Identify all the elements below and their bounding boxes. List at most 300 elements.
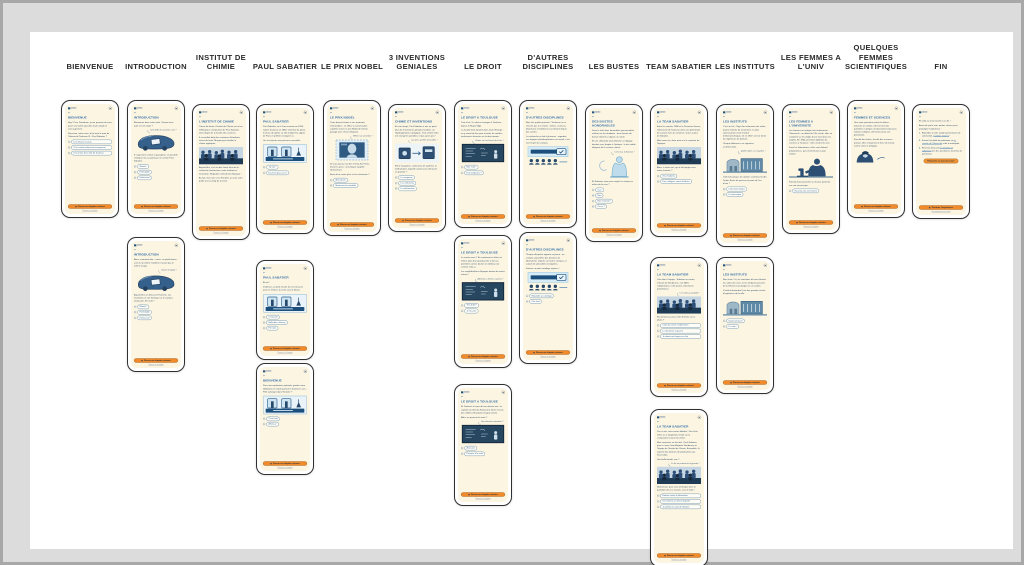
reply-option[interactable] (657, 179, 701, 183)
reply-arrow-icon: ▸ (68, 140, 70, 143)
menu-icon[interactable] (175, 107, 178, 110)
reply-options (134, 164, 178, 181)
next-chapter-button[interactable]: Passer au chapitre suivant (134, 204, 178, 208)
phone-screen[interactable] (454, 100, 512, 228)
next-chapter-button[interactable]: Passer au chapitre suivant (68, 204, 112, 208)
reply-option[interactable] (68, 140, 112, 144)
reply-option[interactable] (723, 319, 767, 323)
reply-option[interactable] (263, 417, 307, 421)
reply-pill[interactable]: J'y vais ! (266, 165, 278, 169)
cta-dot-icon (929, 207, 930, 208)
reply-option[interactable] (657, 499, 701, 503)
reply-options (263, 165, 307, 176)
footer-note: Revoir ce chapitre (277, 225, 293, 228)
cta-dot-icon (75, 206, 76, 207)
next-chapter-button[interactable]: Terminer l'expérience (919, 205, 963, 209)
list-item: 1. Répondez à notre rapide questionnaire de satisfaction, 5 petites minutes ! (919, 131, 961, 138)
cta-dot-icon (533, 352, 534, 353)
reply-option[interactable] (461, 165, 505, 169)
back-icon[interactable]: ↩ (592, 115, 595, 119)
column-header: INTRODUCTION (125, 62, 187, 72)
reply-option[interactable] (395, 181, 439, 185)
back-icon[interactable]: ↩ (526, 111, 529, 115)
next-chapter-button[interactable]: Passer au chapitre suivant (263, 461, 307, 465)
footer-note: Revoir ce chapitre (803, 225, 819, 228)
phone-screen[interactable] (192, 104, 250, 240)
reply-pill[interactable]: Où ça ? (595, 204, 606, 208)
menu-icon[interactable] (502, 107, 505, 110)
reply-option[interactable] (526, 294, 570, 298)
column-header: FIN (934, 62, 948, 72)
reply-pill[interactable]: Les carburants (398, 181, 416, 185)
footer-note: Revoir ce chapitre (737, 238, 753, 241)
body-text-after-image: Il s'agit d'une voiture à gazogène, un procédé chimique mis au point par un certain Paul Sabatier. (133, 153, 178, 163)
reply-option[interactable] (263, 171, 307, 175)
board-illustration (461, 425, 505, 444)
body-text: Pour une exploration optimale, gardez votre téléphone en mode portrait et montez le son. Prêt à plonger dans l'histoire ? (262, 384, 306, 394)
reply-option[interactable] (723, 324, 767, 328)
phone-screen[interactable] (454, 384, 512, 506)
inline-link[interactable]: le compte de l'Université (921, 139, 956, 145)
reply-pill[interactable]: Passons à la suite (464, 452, 485, 456)
next-chapter-button[interactable]: Passer au chapitre suivant (526, 350, 570, 354)
next-chapter-button[interactable]: Passer au chapitre suivant (461, 214, 505, 218)
screen-title: LES INSTITUTS (723, 272, 747, 277)
flow-column-14 (908, 32, 974, 549)
screen-title: LE PRIX NOBEL (329, 115, 355, 120)
university-logo-icon (134, 244, 142, 246)
numbered-list (919, 132, 963, 157)
back-icon[interactable]: ↩ (394, 115, 398, 119)
screen-title: LA TEAM SABATIER (657, 272, 689, 277)
reply-option[interactable] (461, 452, 505, 456)
flow-column-12 (778, 32, 844, 549)
reply-pill[interactable]: D'un maire de la ville de Toulouse (71, 151, 112, 155)
cta-dot-icon (270, 222, 271, 223)
reply-option[interactable] (134, 164, 178, 168)
next-chapter-button[interactable]: Passer au chapitre suivant (199, 226, 243, 230)
back-icon[interactable]: ↩ (198, 115, 202, 119)
reply-arrow-icon: ▸ (263, 316, 265, 319)
back-icon[interactable]: ↩ (262, 271, 266, 275)
phone-screen[interactable] (127, 237, 185, 372)
reply-pill[interactable]: Avec joie (464, 446, 477, 450)
next-chapter-button[interactable]: Passer au chapitre suivant (592, 228, 636, 232)
back-icon[interactable]: ↩ (789, 115, 792, 119)
menu-icon[interactable] (698, 416, 701, 419)
reply-option[interactable] (134, 310, 178, 314)
phone-screen[interactable] (519, 232, 577, 364)
reply-option[interactable] (330, 183, 374, 187)
body-text: Et oui ! D'ailleurs, un petit musée lui est consacré juste ici. Entrez, la visite vaut le détour. (262, 281, 303, 292)
menu-icon[interactable] (895, 107, 898, 110)
body-text: Pas si vite, nous avons débattu ! Dès la fin 1912, on a longtemps hésité sur la composition exacte du cliché. Mais revenons au fait réel : Paul Sabatier pose ici avec Jean-Baptiste Senderens et l'équipe de l'Institut de Chimie. Ensemble, ils signent des dizaines de publications qui feront date. Une belle bande, non ? (657, 430, 700, 461)
next-chapter-button[interactable]: Passer au chapitre suivant (395, 218, 439, 222)
reply-pill[interactable]: Je t'écoute (464, 309, 478, 313)
reply-option[interactable] (395, 175, 439, 179)
speech-bubble: Suivez le guide ! (161, 268, 177, 272)
reply-pill[interactable]: La méthanation (398, 186, 416, 190)
reply-pill[interactable]: Waouh ! (137, 305, 149, 309)
menu-icon[interactable] (764, 264, 767, 267)
column-header: BIENVENUE (66, 62, 114, 72)
phone-screen[interactable] (388, 104, 446, 232)
reply-pill[interactable]: Répondre au sondage (529, 294, 553, 298)
building-illustration (723, 297, 767, 317)
reply-option[interactable] (592, 204, 636, 208)
reply-option[interactable] (461, 446, 505, 450)
reply-option[interactable] (723, 187, 767, 191)
reply-option[interactable] (263, 315, 307, 319)
reply-arrow-icon: ▸ (134, 165, 136, 168)
reply-arrow-icon: ▸ (263, 166, 265, 169)
questionnaire-button[interactable]: Répondre au questionnaire (924, 159, 959, 164)
reply-pill[interactable]: Je donne ma langue au chat (660, 334, 701, 338)
reply-pill[interactable]: Des collègues venus d'ailleurs (660, 179, 692, 183)
body-text: Paul Sabatier, né à Carcassonne en 1854, rejoint Toulouse en 1882. Chimiste de génie, il refuse de quitter sa ville malgré les appels de Paris et préfère enseigner ici. On va retracer son parcours ensemble. (262, 125, 306, 142)
column-header: LES INSTITUTS (714, 62, 775, 72)
reply-option[interactable] (723, 192, 767, 196)
next-chapter-button[interactable]: Passer au chapitre suivant (657, 223, 701, 227)
screen-title: INTRODUCTION (133, 252, 159, 257)
back-icon[interactable]: ↩ (262, 115, 266, 119)
flow-column-9 (581, 32, 647, 549)
university-logo-icon (199, 111, 207, 113)
reply-arrow-icon: ▸ (657, 505, 659, 508)
reply-pill[interactable]: En route (266, 326, 278, 330)
reply-pill[interactable]: Un moment, je relis la légende (660, 499, 701, 503)
reply-arrow-icon: ▸ (723, 193, 725, 196)
body-text-after-image: Aujourd'hui, on découvre l'homme, ses inventions et son héritage sur le campus toulousain. En route ! (133, 293, 173, 303)
speech-bubble: Attention à l'interro surprise ! (477, 277, 504, 280)
next-chapter-button[interactable]: Passer au chapitre suivant (263, 220, 307, 224)
reply-pill[interactable]: Celui du centre, évidemment (660, 323, 701, 327)
reply-pill[interactable]: Formidable (137, 170, 151, 174)
reply-option[interactable] (330, 178, 374, 182)
reply-pill[interactable]: Ses étudiants (660, 174, 677, 178)
reply-pill[interactable]: Très drôle ! (464, 303, 479, 307)
phone-screen[interactable] (585, 104, 643, 242)
chat-screen (458, 388, 508, 502)
screen-title: LA TEAM SABATIER (657, 424, 689, 429)
reply-option[interactable] (657, 334, 701, 338)
reply-arrow-icon: ▸ (330, 184, 332, 187)
reply-pill[interactable]: Intéressant (137, 176, 151, 180)
reply-pill[interactable]: Montre-moi la médaille (333, 183, 358, 187)
speech-bubble: Retour sur les bancs de la fac ! (475, 139, 504, 142)
menu-icon[interactable] (830, 111, 833, 114)
next-chapter-button[interactable]: Passer au chapitre suivant (134, 358, 178, 362)
back-icon[interactable]: ↩ (262, 374, 266, 378)
column-header: LES FEMMES A L'UNIV (780, 52, 842, 72)
reply-option[interactable] (263, 326, 307, 330)
menu-icon[interactable] (633, 111, 636, 114)
chat-screen (720, 108, 770, 243)
menu-icon[interactable] (304, 370, 307, 373)
reply-pill[interactable]: Bien entendu ! (595, 199, 612, 203)
back-icon[interactable]: ↩ (657, 420, 660, 424)
back-icon[interactable]: ↩ (460, 395, 464, 399)
footer-note: Revoir ce chapitre (737, 385, 753, 388)
next-chapter-button[interactable]: Passer au chapitre suivant (461, 354, 505, 358)
next-chapter-button[interactable]: Passer au chapitre suivant (723, 233, 767, 237)
reply-pill[interactable]: Waouh ! (137, 164, 149, 168)
phone-screen[interactable] (650, 257, 708, 397)
university-logo-icon (789, 111, 797, 113)
phone-screen[interactable] (256, 104, 314, 234)
back-icon[interactable]: ↩ (919, 115, 922, 119)
reply-arrow-icon: ▸ (526, 294, 528, 297)
reply-option[interactable] (134, 176, 178, 180)
body-text-after-image: Entre margarine, carburants de synthèse et méthanation, laquelle voulez-vous découvrir en premier ? (394, 164, 438, 174)
reply-pill[interactable]: D'un savant toulousain récompensé (71, 145, 112, 149)
menu-icon[interactable] (764, 111, 767, 114)
screen-title: LE DROIT A TOULOUSE (460, 399, 498, 404)
footer-note: Revoir ce chapitre (671, 388, 687, 391)
reply-option[interactable] (134, 170, 178, 174)
speech-bubble: Une dernière anecdote ? (480, 420, 504, 423)
body-text: Entre les années 1880 et la Première Guerre, l'Université de Toulouse attire une génération de savants hors du commun, réunis autour de Sabatier. Mais avant ça, deux mots sur le contexte de l'époque. (657, 125, 701, 145)
reply-pill[interactable]: Je préfère la suite de l'histoire (660, 505, 701, 509)
reply-pill[interactable]: C'est parti (266, 315, 279, 319)
cta-dot-icon (141, 206, 142, 207)
cta-dot-icon (270, 348, 271, 349)
menu-icon[interactable] (304, 267, 307, 270)
reply-option[interactable] (657, 505, 701, 509)
reply-arrow-icon: ▸ (592, 188, 594, 191)
footer-note: Revoir ce chapitre (148, 209, 164, 212)
back-icon[interactable]: ↩ (133, 248, 137, 252)
reply-option[interactable] (263, 165, 307, 169)
column-header: 3 INVENTIONS GENIALES (388, 52, 446, 72)
cta-dot-icon (664, 385, 665, 386)
next-chapter-button[interactable]: Passer au chapitre suivant (526, 214, 570, 218)
body-text: Trésor de durée, l'Institut de Chimie est né en 1906 grâce à l'impulsion de Paul Sabatier, alors doyen de la faculté des sciences. Il accueillait déjà des centaines d'étudiants venus de toute l'Europe pour étudier la chimie appliquée. (198, 125, 243, 145)
reply-pill[interactable]: Le deuxième à gauche (660, 329, 701, 333)
body-text: C'est un fait : l'âge d'or toulousain voit naître quatre instituts de renommée. Le plus spectaculaire reste l'institut d'électrotechnique, né en 1907, où l'on forme les ingénieurs de demain. Chaque bâtiment a sa signature architecturale. (723, 125, 767, 148)
reply-arrow-icon: ▸ (789, 189, 791, 192)
reply-pill[interactable]: Impressionnant (726, 319, 744, 323)
reply-arrow-icon: ▸ (461, 166, 463, 169)
cta-dot-icon (664, 225, 665, 226)
phone-screen[interactable] (519, 100, 577, 228)
back-icon[interactable]: ↩ (67, 111, 71, 115)
footer-note: Revoir ce chapitre (344, 227, 360, 230)
reply-option[interactable] (263, 320, 307, 324)
inline-link[interactable]: les archives et collections (921, 146, 953, 153)
reply-pill[interactable]: Oui ! (595, 188, 604, 192)
chat-screen (260, 367, 310, 471)
flow-column-8 (515, 32, 581, 549)
body-text: Et Toulouse n'a pas dit son dernier mot : la capitale du droit du Sud-Ouest forme encore des milliers d'étudiants chaque année. Allez, on poursuit la visite ? (460, 405, 504, 419)
reply-option[interactable] (68, 145, 112, 149)
screen-title: FEMMES ET SCIENCES (854, 115, 891, 120)
reply-pill[interactable]: C'est noté (266, 417, 279, 421)
menu-icon[interactable] (567, 107, 570, 110)
footer-note: Revoir ce chapitre (475, 219, 491, 222)
reply-options (395, 175, 439, 192)
reply-arrow-icon: ▸ (657, 500, 659, 503)
phone-screen[interactable] (912, 104, 970, 219)
phone-screen[interactable] (61, 100, 119, 218)
reply-pill[interactable]: Non (595, 193, 603, 197)
university-logo-icon (657, 264, 665, 266)
inline-link[interactable]: 5 petites minutes (933, 134, 949, 138)
chat-screen (654, 108, 704, 233)
university-logo-icon (461, 242, 469, 244)
reply-pill[interactable]: La margarine (398, 175, 414, 179)
screen-title: INTRODUCTION (133, 115, 159, 120)
reply-option[interactable] (395, 186, 439, 190)
back-icon[interactable]: ↩ (460, 246, 464, 250)
reply-option[interactable] (461, 171, 505, 175)
university-logo-icon (395, 111, 403, 113)
reply-pill[interactable]: La mécanique (726, 192, 743, 196)
back-icon[interactable]: ↩ (657, 268, 660, 272)
menu-icon[interactable] (502, 391, 505, 394)
reply-pill[interactable]: Et la médecine ? (464, 171, 483, 175)
back-icon[interactable]: ↩ (854, 111, 857, 115)
back-icon[interactable]: ↩ (657, 115, 660, 119)
reply-pill[interactable]: Dis-m'en plus sur lui (266, 171, 289, 175)
building-illustration (723, 154, 767, 174)
reply-option[interactable] (263, 422, 307, 426)
back-icon[interactable]: ↩ (723, 268, 726, 272)
next-chapter-button[interactable]: Passer au chapitre suivant (330, 222, 374, 226)
chat-screen (260, 108, 310, 230)
reply-option[interactable] (657, 329, 701, 333)
reply-pill[interactable]: La suite ! (726, 324, 739, 328)
university-logo-icon (461, 391, 469, 393)
phone-screen[interactable] (650, 104, 708, 237)
menu-icon[interactable] (304, 111, 307, 114)
flow-column-6 (384, 32, 450, 549)
reply-pill[interactable]: Plus tard (529, 299, 541, 303)
phone-screen[interactable] (782, 104, 840, 234)
column-header: LE DROIT (464, 62, 502, 72)
reply-option[interactable] (134, 316, 178, 320)
next-chapter-button[interactable]: Passer au chapitre suivant (263, 346, 307, 350)
body-text-after-image: Si vous passez rue des Trente-Six Ponts, levez les yeux : une plaque rappelle l'événement. Envie d'en savoir plus sur la cérémonie ? (329, 162, 370, 176)
cta-dot-icon (664, 555, 665, 556)
next-chapter-button[interactable]: Passer au chapitre suivant (461, 492, 505, 496)
reply-options (263, 315, 307, 332)
next-chapter-button[interactable]: Passer au chapitre suivant (789, 220, 833, 224)
phone-screen[interactable] (454, 235, 512, 368)
university-logo-icon (263, 111, 271, 113)
back-icon[interactable]: ↩ (723, 115, 726, 119)
phone-screen[interactable] (716, 257, 774, 394)
reply-option[interactable] (592, 188, 636, 192)
reply-pill[interactable]: Allons-y ! (266, 422, 279, 426)
next-chapter-button[interactable]: Passer au chapitre suivant (854, 204, 898, 208)
menu-icon[interactable] (371, 107, 374, 110)
menu-icon[interactable] (175, 244, 178, 247)
menu-icon[interactable] (109, 107, 112, 110)
phone-screen[interactable] (256, 260, 314, 360)
reply-pill[interactable]: Belle idée, allons-y (266, 320, 287, 324)
reply-option[interactable] (461, 309, 505, 313)
next-chapter-button[interactable]: Passer au chapitre suivant (657, 383, 701, 387)
back-icon[interactable]: ↩ (526, 243, 529, 247)
menu-icon[interactable] (698, 264, 701, 267)
cta-dot-icon (402, 220, 403, 221)
next-chapter-button[interactable]: Passer au chapitre suivant (723, 380, 767, 384)
reply-option[interactable] (592, 193, 636, 197)
phone-screen[interactable] (847, 100, 905, 218)
reply-pill[interactable]: L'électrotechnique (726, 187, 747, 191)
reply-arrow-icon: ▸ (592, 205, 594, 208)
speech-bubble: Une drôle de machine, non ? (150, 128, 177, 132)
reply-pill[interactable]: Bien noté ! (464, 165, 478, 169)
university-logo-icon (461, 107, 469, 109)
reply-option[interactable] (592, 199, 636, 203)
group-illustration (199, 147, 243, 164)
reply-arrow-icon: ▸ (461, 304, 463, 307)
woman-illustration (854, 149, 898, 162)
next-chapter-button[interactable]: Passer au chapitre suivant (657, 553, 701, 557)
menu-icon[interactable] (436, 111, 439, 114)
reply-option[interactable] (789, 189, 833, 193)
phone-screen[interactable] (256, 363, 314, 475)
reply-option[interactable] (134, 305, 178, 309)
reply-pill[interactable]: Entrons visiter le laboratoire (660, 494, 701, 498)
reply-option[interactable] (657, 494, 701, 498)
phone-screen[interactable] (323, 100, 381, 236)
column-header: D'AUTRES DISCIPLINES (522, 52, 574, 72)
phone-screen[interactable] (127, 100, 185, 218)
footer-note: Revoir ce chapitre (540, 355, 556, 358)
reply-arrow-icon: ▸ (395, 182, 397, 185)
phone-screen[interactable] (716, 104, 774, 247)
reply-pill[interactable]: Intéressant (137, 316, 151, 320)
reply-arrow-icon: ▸ (657, 494, 659, 497)
reply-option[interactable] (657, 323, 701, 327)
menu-icon[interactable] (567, 239, 570, 242)
footer-note: Revoir ce chapitre (409, 223, 425, 226)
menu-icon[interactable] (698, 111, 701, 114)
screen-title: LES INSTITUTS (723, 119, 747, 124)
reply-option[interactable] (461, 303, 505, 307)
reply-option[interactable] (657, 174, 701, 178)
menu-icon[interactable] (240, 111, 243, 114)
chat-screen (458, 239, 508, 364)
reply-arrow-icon: ▸ (263, 423, 265, 426)
body-text-after-image: Maintenant, pour vous immerger dans le quotidien de ces savants, voici le labo ! (657, 486, 696, 492)
reply-pill[interactable]: Formidable (137, 310, 151, 314)
phone-screen[interactable] (650, 409, 708, 565)
reply-pill[interactable]: Avec plaisir (333, 178, 348, 182)
reply-pill[interactable]: Raconte-moi son histoire (792, 189, 819, 193)
university-logo-icon (592, 111, 600, 113)
cta-dot-icon (468, 356, 469, 357)
reply-option[interactable] (68, 151, 112, 155)
reply-options (723, 319, 767, 330)
reply-pill[interactable]: D'un illustre inconnu (71, 140, 112, 144)
stamp-illustration (330, 139, 374, 160)
reply-option[interactable] (526, 299, 570, 303)
menu-icon[interactable] (502, 242, 505, 245)
back-icon[interactable]: ↩ (329, 111, 333, 115)
university-logo-icon (330, 107, 338, 109)
body-text: Toute bonne histoire a ses moments mémorables : en 1912, la consécration suprême arrive, le prix Nobel de chimie, partagé avec Victor Grignard. (329, 121, 369, 134)
back-icon[interactable]: ↩ (133, 111, 137, 115)
reply-arrow-icon: ▸ (592, 200, 594, 203)
body-text: Voici donc l'équipe : Sabatier au centre, entouré de Senderens, son fidèle collaborateur, et de jeunes chercheurs prometteurs. (657, 278, 695, 291)
column-header: LES BUSTES (588, 62, 640, 72)
back-icon[interactable]: ↩ (460, 111, 464, 115)
menu-icon[interactable] (960, 111, 963, 114)
